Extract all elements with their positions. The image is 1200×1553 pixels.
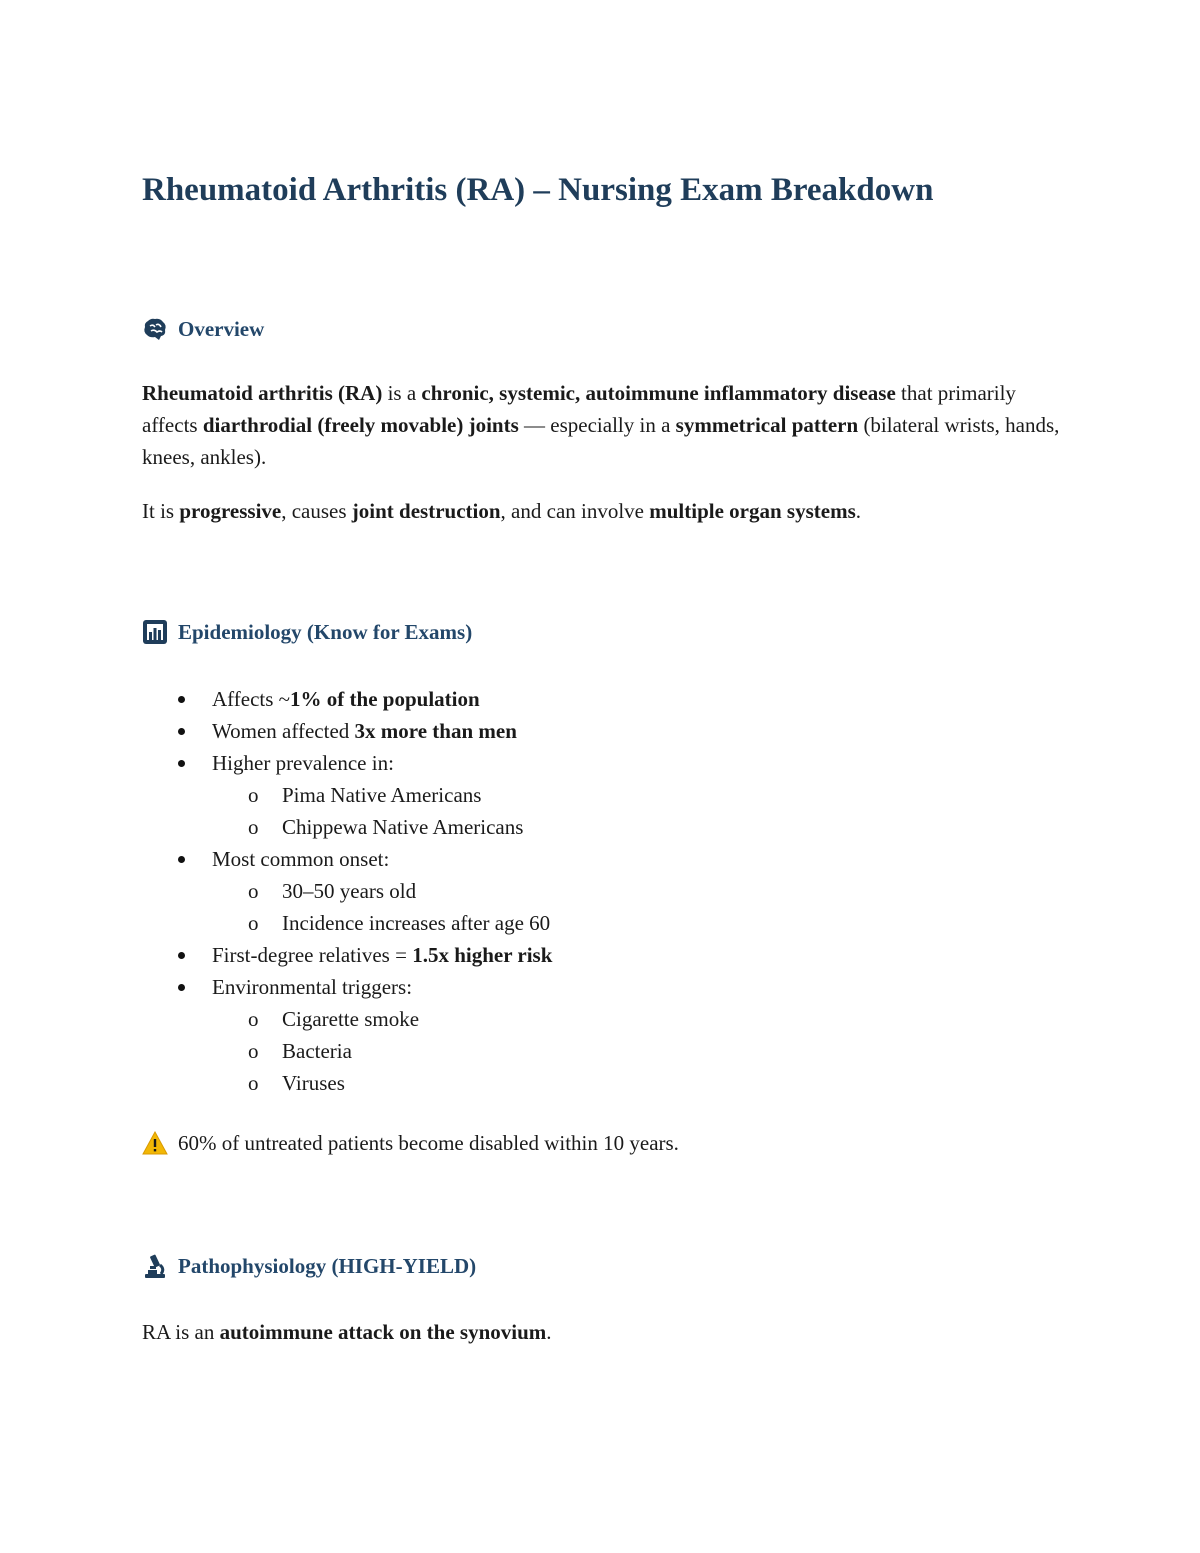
- sublist-item: o Incidence increases after age 60: [212, 907, 552, 939]
- epidemiology-heading-text: Epidemiology (Know for Exams): [178, 619, 473, 644]
- sublist-item: o Pima Native Americans: [212, 779, 552, 811]
- warning-note: [142, 1127, 679, 1159]
- list-item: Women affected 3x more than men: [142, 715, 552, 747]
- overview-heading: [142, 316, 264, 342]
- epidemiology-list: [142, 683, 552, 1099]
- microscope-icon: [142, 1253, 168, 1279]
- list-item: Environmental triggers: o Cigarette smoke o Bacteria o Viruses: [142, 971, 552, 1099]
- list-item: Affects ~1% of the population: [142, 683, 552, 715]
- sublist-item: o Cigarette smoke: [212, 1003, 552, 1035]
- page-title: Rheumatoid Arthritis (RA) – Nursing Exam Breakdown: [142, 172, 934, 208]
- list-item: First-degree relatives = 1.5x higher risk: [142, 939, 552, 971]
- epidemiology-heading: [142, 619, 472, 645]
- overview-paragraph-2: It is progressive, causes joint destruction, and can involve multiple organ systems.: [142, 499, 861, 523]
- overview-heading-text: Overview: [178, 316, 265, 341]
- sublist-item: o 30–50 years old: [212, 875, 552, 907]
- list-item: Higher prevalence in: o Pima Native Americans o Chippewa Native Americans: [142, 747, 552, 843]
- sublist: [212, 1003, 552, 1099]
- sublist: [212, 779, 552, 843]
- sublist: [212, 875, 552, 939]
- brain-icon: [142, 316, 168, 342]
- pathophysiology-heading-text: Pathophysiology (HIGH-YIELD): [178, 1253, 477, 1278]
- list-item: Most common onset: o 30–50 years old o Incidence increases after age 60: [142, 843, 552, 939]
- chart-icon: [142, 619, 168, 645]
- overview-paragraph-1: Rheumatoid arthritis (RA) is a chronic, systemic, autoimmune inflammatory disease that primarily affects diarthrodial (freely movable) joints — especially in a symmetrical pattern (bilateral wrists, hands, knees, ankles).: [142, 381, 1060, 469]
- warning-text: 60% of untreated patients become disabled within 10 years.: [178, 1131, 679, 1155]
- sublist-item: o Viruses: [212, 1067, 552, 1099]
- sublist-item: o Chippewa Native Americans: [212, 811, 552, 843]
- sublist-item: o Bacteria: [212, 1035, 552, 1067]
- warning-icon: [142, 1131, 168, 1155]
- pathophysiology-heading: [142, 1253, 476, 1279]
- pathophysiology-paragraph: RA is an autoimmune attack on the synovium.: [142, 1320, 552, 1344]
